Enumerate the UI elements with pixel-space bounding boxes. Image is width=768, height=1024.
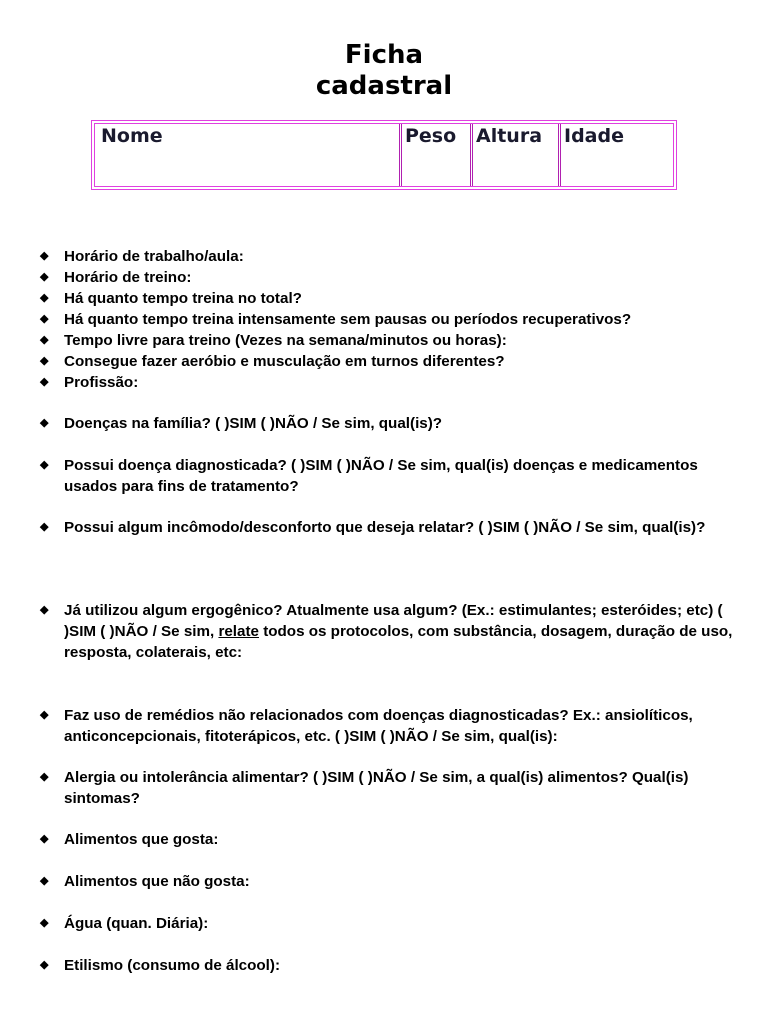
question-text-part: Já utilizou algum ergogênico? Atualmente usa algum? (Ex.: estimulantes; esteróides; etc) ( )SIM ( )NÃO / Se sim, <box>64 602 723 640</box>
question-text: Consegue fazer aeróbio e musculação em turnos diferentes? <box>64 353 505 370</box>
diamond-bullet-icon: ◆ <box>40 292 49 304</box>
question-item <box>40 246 740 267</box>
personal-info-row <box>94 123 674 187</box>
question-item <box>40 288 740 309</box>
diamond-bullet-icon: ◆ <box>40 334 49 346</box>
question-text-part: todos os protocolos, com substância, dosagem, duração de uso, resposta, colaterais, etc: <box>64 623 733 661</box>
question-item <box>40 351 740 372</box>
question-text <box>64 600 740 663</box>
weight-header: Peso <box>405 125 457 147</box>
question-text: Horário de trabalho/aula: <box>64 248 244 265</box>
question-text: Há quanto tempo treina no total? <box>64 290 302 307</box>
question-text: Doenças na família? ( )SIM ( )NÃO / Se sim, qual(is)? <box>64 415 443 432</box>
age-cell[interactable] <box>558 124 673 186</box>
diamond-bullet-icon: ◆ <box>40 459 49 471</box>
question-item <box>40 913 740 934</box>
diamond-bullet-icon: ◆ <box>40 250 49 262</box>
question-item <box>40 267 740 288</box>
question-text: Há quanto tempo treina intensamente sem pausas ou períodos recuperativos? <box>64 311 632 328</box>
diamond-bullet-icon: ◆ <box>40 917 49 929</box>
diamond-bullet-icon: ◆ <box>40 313 49 325</box>
question-item <box>40 871 740 892</box>
question-text: Profissão: <box>64 374 139 391</box>
question-text: Faz uso de remédios não relacionados com doenças diagnosticadas? Ex.: ansiolíticos, anticoncepcionais, fitoterápicos, etc. ( )SIM ( )NÃO / Se sim, qual(is): <box>64 707 693 745</box>
question-item <box>40 705 740 747</box>
question-item <box>40 829 740 850</box>
form-title-line-2: cadastral <box>315 71 453 101</box>
height-header: Altura <box>476 125 543 147</box>
question-item <box>40 955 740 976</box>
question-item <box>40 600 740 663</box>
question-item <box>40 309 740 330</box>
form-title-line-1: Ficha <box>344 40 424 70</box>
personal-info-table <box>91 120 677 190</box>
diamond-bullet-icon: ◆ <box>40 376 49 388</box>
diamond-bullet-icon: ◆ <box>40 771 49 783</box>
diamond-bullet-icon: ◆ <box>40 355 49 367</box>
weight-cell[interactable] <box>399 124 470 186</box>
height-cell[interactable] <box>470 124 558 186</box>
diamond-bullet-icon: ◆ <box>40 833 49 845</box>
question-item <box>40 330 740 351</box>
question-text: Possui algum incômodo/desconforto que deseja relatar? ( )SIM ( )NÃO / Se sim, qual(is)? <box>64 519 706 536</box>
question-item <box>40 372 740 393</box>
name-header: Nome <box>101 125 163 147</box>
question-item <box>40 455 740 497</box>
question-text: Tempo livre para treino (Vezes na semana/minutos ou horas): <box>64 332 507 349</box>
diamond-bullet-icon: ◆ <box>40 709 49 721</box>
diamond-bullet-icon: ◆ <box>40 875 49 887</box>
question-text: Etilismo (consumo de álcool): <box>64 957 281 974</box>
question-text: Água (quan. Diária): <box>64 915 209 932</box>
form-title <box>0 40 768 102</box>
diamond-bullet-icon: ◆ <box>40 271 49 283</box>
underlined-word: relate <box>218 623 259 640</box>
question-item <box>40 767 740 809</box>
name-cell[interactable] <box>95 124 399 186</box>
question-text: Possui doença diagnosticada? ( )SIM ( )NÃO / Se sim, qual(is) doenças e medicamentos usados para fins de tratamento? <box>64 457 698 495</box>
question-item <box>40 517 740 538</box>
question-text: Alimentos que não gosta: <box>64 873 250 890</box>
question-text: Horário de treino: <box>64 269 192 286</box>
diamond-bullet-icon: ◆ <box>40 604 49 616</box>
question-text: Alergia ou intolerância alimentar? ( )SIM ( )NÃO / Se sim, a qual(is) alimentos? Qual(is) sintomas? <box>64 769 689 807</box>
diamond-bullet-icon: ◆ <box>40 959 49 971</box>
diamond-bullet-icon: ◆ <box>40 417 49 429</box>
diamond-bullet-icon: ◆ <box>40 521 49 533</box>
question-text: Alimentos que gosta: <box>64 831 219 848</box>
age-header: Idade <box>564 125 624 147</box>
question-item <box>40 413 740 434</box>
